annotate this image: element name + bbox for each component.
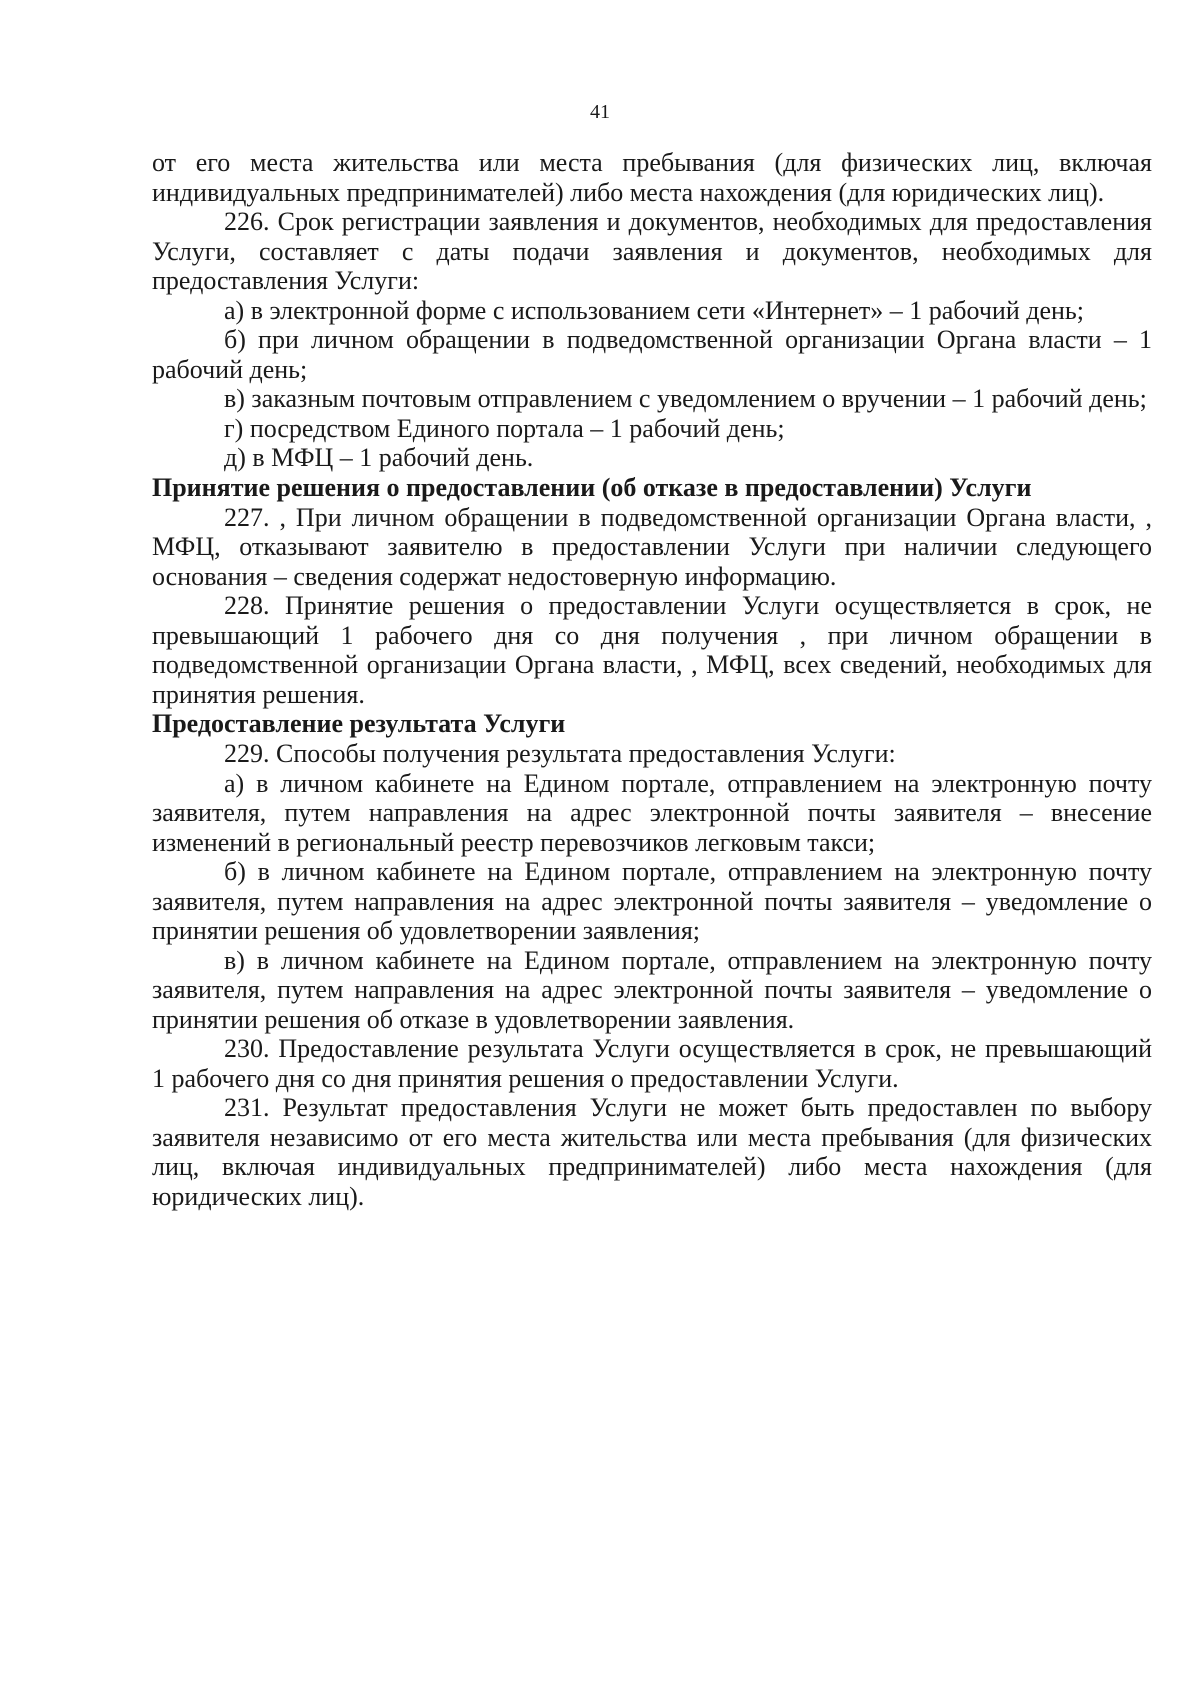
paragraph: 228. Принятие решения о предоставлении Услуги осуществляется в срок, не превышающий 1 рабочего дня со дня получения , при личном обращении в подведомственной организации Органа власти, , МФЦ, всех сведений, необходимых для принятия решения.	[152, 591, 1152, 709]
paragraph: 226. Срок регистрации заявления и документов, необходимых для предоставления Услуги, составляет с даты подачи заявления и документов, необходимых для предоставления Услуги:	[152, 207, 1152, 295]
paragraph: 231. Результат предоставления Услуги не может быть предоставлен по выбору заявителя независимо от его места жительства или места пребывания (для физических лиц, включая индивидуальных предпринимателей) либо места нахождения (для юридических лиц).	[152, 1093, 1152, 1211]
paragraph: б) в личном кабинете на Едином портале, отправлением на электронную почту заявителя, путем направления на адрес электронной почты заявителя – уведомление о принятии решения об удовлетворении заявления;	[152, 857, 1152, 945]
paragraph: от его места жительства или места пребывания (для физических лиц, включая индивидуальных предпринимателей) либо места нахождения (для юридических лиц).	[152, 148, 1152, 207]
paragraph: а) в личном кабинете на Едином портале, отправлением на электронную почту заявителя, путем направления на адрес электронной почты заявителя – внесение изменений в региональный реестр перевозчиков легковым такси;	[152, 768, 1152, 857]
paragraph: 230. Предоставление результата Услуги осуществляется в срок, не превышающий 1 рабочего дня со дня принятия решения о предоставлении Услуги.	[152, 1034, 1152, 1093]
section-heading: Принятие решения о предоставлении (об отказе в предоставлении) Услуги	[152, 472, 1032, 502]
paragraph: 227. , При личном обращении в подведомственной организации Органа власти, , МФЦ, отказывают заявителю в предоставлении Услуги при наличии следующего основания – сведения содержат недостоверную информацию.	[152, 502, 1152, 591]
paragraph: д) в МФЦ – 1 рабочий день.	[224, 443, 534, 472]
paragraph: б) при личном обращении в подведомственной организации Органа власти – 1 рабочий день;	[152, 325, 1152, 384]
paragraph: в) заказным почтовым отправлением с уведомлением о вручении – 1 рабочий день;	[224, 384, 1147, 413]
section-heading: Предоставление результата Услуги	[152, 709, 566, 738]
paragraph: а) в электронной форме с использованием сети «Интернет» – 1 рабочий день;	[224, 295, 1084, 325]
page-number: 41	[590, 101, 610, 123]
paragraph: г) посредством Единого портала – 1 рабочий день;	[224, 413, 785, 443]
document-body	[152, 148, 1152, 1211]
paragraph: в) в личном кабинете на Едином портале, отправлением на электронную почту заявителя, путем направления на адрес электронной почты заявителя – уведомление о принятии решения об отказе в удовлетворении заявления.	[152, 945, 1152, 1034]
paragraph: 229. Способы получения результата предоставления Услуги:	[224, 739, 896, 768]
